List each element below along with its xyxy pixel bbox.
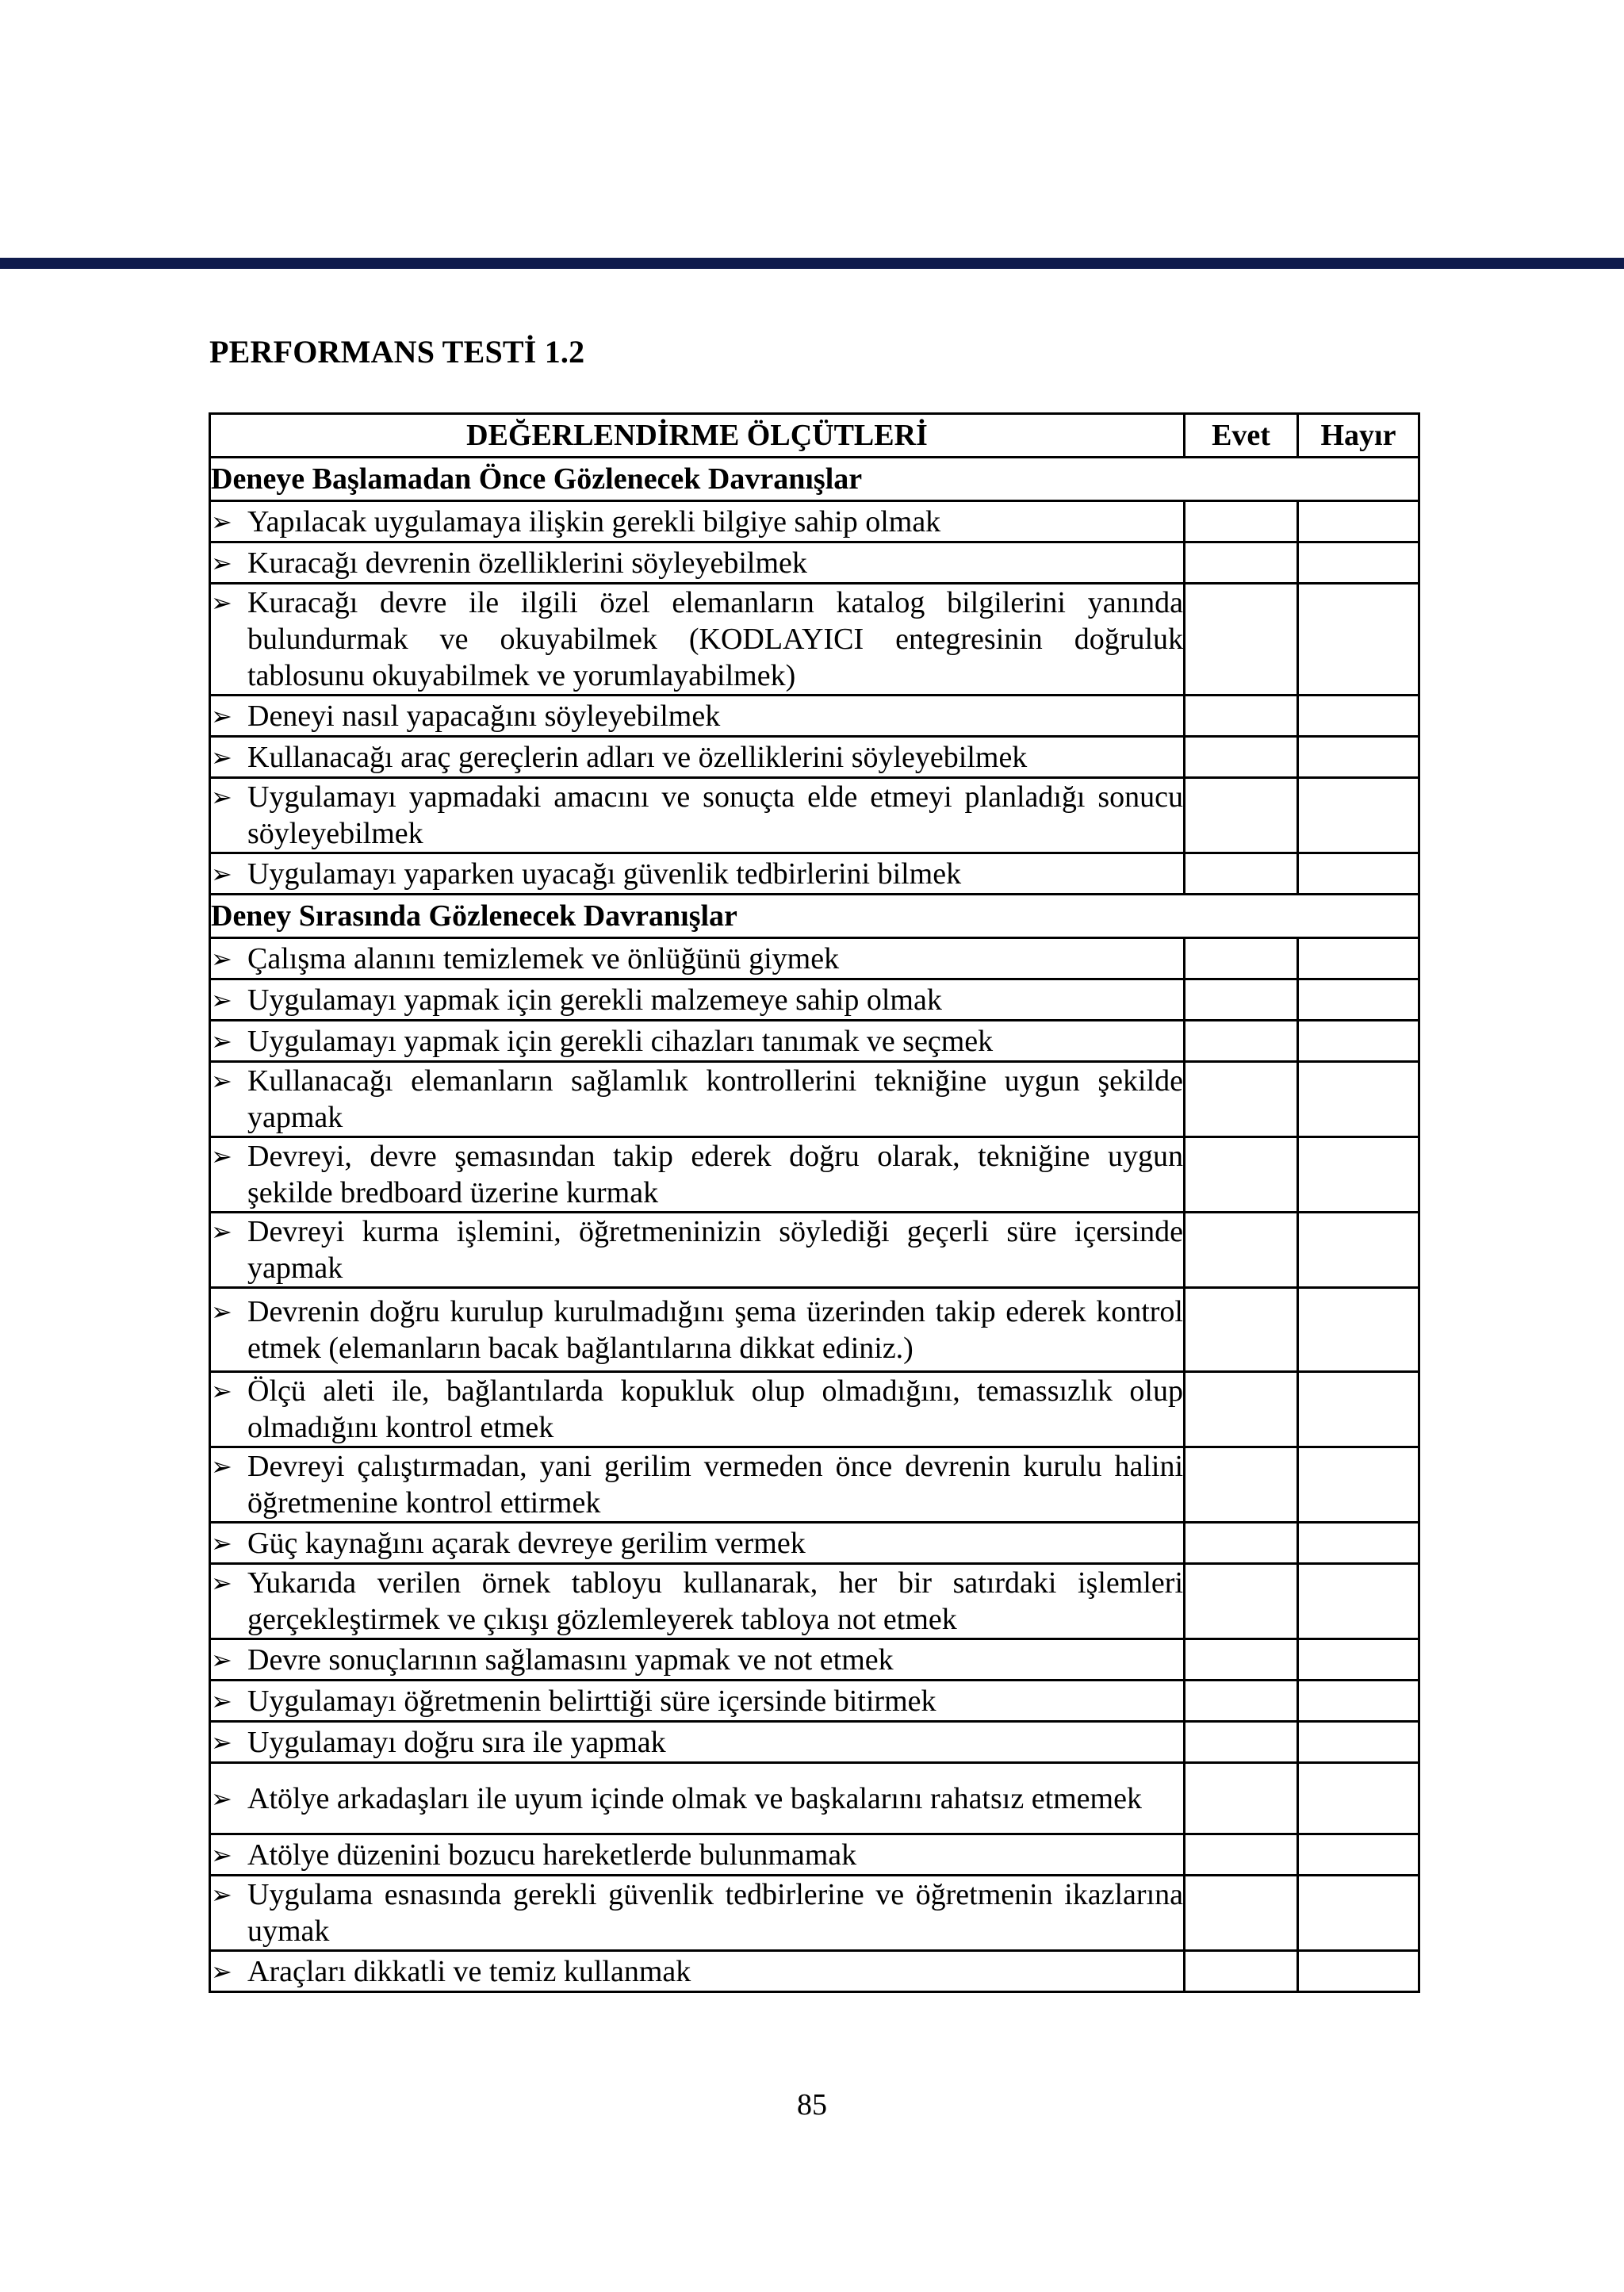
no-checkbox-cell[interactable] [1298,979,1419,1021]
section-row [210,895,1419,938]
yes-checkbox-cell[interactable] [1185,1372,1298,1447]
arrow-bullet-icon: ➢ [211,984,232,1015]
yes-checkbox-cell[interactable] [1185,979,1298,1021]
header-no: Hayır [1298,414,1419,458]
criteria-row [210,778,1419,853]
criteria-text: Kuracağı devrenin özelliklerini söyleyebilmek [247,546,807,580]
criteria-row [210,1834,1419,1876]
section-title: Deney Sırasında Gözlenecek Davranışlar [210,895,1419,938]
no-checkbox-cell[interactable] [1298,542,1419,584]
criteria-cell [210,778,1185,853]
arrow-bullet-icon: ➢ [211,1451,232,1481]
criteria-row [210,1447,1419,1523]
criteria-text: Uygulama esnasında gerekli güvenlik tedbirlerine ve öğretmenin ikazlarına uymak [247,1878,1183,1948]
criteria-cell [210,1062,1185,1137]
header-yes: Evet [1185,414,1298,458]
arrow-bullet-icon: ➢ [211,858,232,889]
yes-checkbox-cell[interactable] [1185,584,1298,696]
table-header-row [210,414,1419,458]
arrow-bullet-icon: ➢ [211,1644,232,1675]
criteria-row [210,979,1419,1021]
criteria-cell [210,1639,1185,1681]
yes-checkbox-cell[interactable] [1185,1951,1298,1992]
criteria-row [210,938,1419,979]
no-checkbox-cell[interactable] [1298,1564,1419,1639]
yes-checkbox-cell[interactable] [1185,1021,1298,1062]
arrow-bullet-icon: ➢ [211,1727,232,1757]
criteria-cell [210,1288,1185,1372]
no-checkbox-cell[interactable] [1298,737,1419,778]
criteria-cell [210,1722,1185,1763]
criteria-cell [210,938,1185,979]
criteria-text: Atölye düzenini bozucu hareketlerde bulunmamak [247,1838,857,1872]
criteria-cell [210,1523,1185,1564]
no-checkbox-cell[interactable] [1298,501,1419,542]
criteria-row [210,1213,1419,1288]
criteria-text: Uygulamayı yapmak için gerekli cihazları tanımak ve seçmek [247,1024,994,1058]
criteria-cell [210,979,1185,1021]
no-checkbox-cell[interactable] [1298,1834,1419,1876]
yes-checkbox-cell[interactable] [1185,938,1298,979]
criteria-cell [210,1447,1185,1523]
no-checkbox-cell[interactable] [1298,1288,1419,1372]
yes-checkbox-cell[interactable] [1185,853,1298,895]
yes-checkbox-cell[interactable] [1185,1523,1298,1564]
arrow-bullet-icon: ➢ [211,1783,232,1814]
arrow-bullet-icon: ➢ [211,1956,232,1987]
criteria-text: Uygulamayı yapmak için gerekli malzemeye sahip olmak [247,983,942,1017]
yes-checkbox-cell[interactable] [1185,501,1298,542]
no-checkbox-cell[interactable] [1298,1681,1419,1722]
evaluation-criteria-table [209,412,1420,1993]
criteria-text: Ölçü aleti ile, bağlantılarda kopukluk olup olmadığını, temassızlık olup olmadığını kontrol etmek [247,1374,1183,1444]
criteria-text: Kullanacağı araç gereçlerin adları ve özelliklerini söyleyebilmek [247,740,1028,774]
arrow-bullet-icon: ➢ [211,1880,232,1910]
criteria-text: Devreyi kurma işlemini, öğretmeninizin söylediği geçerli süre içersinde yapmak [247,1215,1183,1285]
yes-checkbox-cell[interactable] [1185,1447,1298,1523]
criteria-cell [210,1137,1185,1213]
yes-checkbox-cell[interactable] [1185,737,1298,778]
arrow-bullet-icon: ➢ [211,943,232,974]
table-body [210,458,1419,1992]
criteria-text: Yukarıda verilen örnek tabloyu kullanarak, her bir satırdaki işlemleri gerçekleştirmek ve çıkışı gözlemleyerek tabloya not etmek [247,1566,1183,1636]
no-checkbox-cell[interactable] [1298,1951,1419,1992]
no-checkbox-cell[interactable] [1298,778,1419,853]
no-checkbox-cell[interactable] [1298,1021,1419,1062]
no-checkbox-cell[interactable] [1298,1137,1419,1213]
criteria-text: Devreyi, devre şemasından takip ederek doğru olarak, tekniğine uygun şekilde bredboard üzerine kurmak [247,1140,1183,1209]
criteria-row [210,1639,1419,1681]
arrow-bullet-icon: ➢ [211,588,232,618]
top-accent-bar [0,258,1624,269]
yes-checkbox-cell[interactable] [1185,1062,1298,1137]
no-checkbox-cell[interactable] [1298,696,1419,737]
criteria-text: Kullanacağı elemanların sağlamlık kontrollerini tekniğine uygun şekilde yapmak [247,1064,1183,1134]
arrow-bullet-icon: ➢ [211,1025,232,1056]
criteria-row [210,737,1419,778]
criteria-row [210,542,1419,584]
criteria-cell [210,1763,1185,1834]
criteria-text: Deneyi nasıl yapacağını söyleyebilmek [247,699,721,733]
criteria-text: Atölye arkadaşları ile uyum içinde olmak ve başkalarını rahatsız etmemek [247,1781,1142,1815]
criteria-row [210,1137,1419,1213]
criteria-row [210,1062,1419,1137]
arrow-bullet-icon: ➢ [211,1685,232,1716]
arrow-bullet-icon: ➢ [211,506,232,537]
no-checkbox-cell[interactable] [1298,1722,1419,1763]
yes-checkbox-cell[interactable] [1185,1722,1298,1763]
arrow-bullet-icon: ➢ [211,742,232,772]
criteria-text: Devre sonuçlarının sağlamasını yapmak ve not etmek [247,1642,894,1677]
no-checkbox-cell[interactable] [1298,1372,1419,1447]
criteria-cell [210,501,1185,542]
criteria-row [210,1722,1419,1763]
criteria-row [210,1372,1419,1447]
criteria-cell [210,584,1185,696]
criteria-text: Kuracağı devre ile ilgili özel elemanların katalog bilgilerini yanında bulundurmak ve okuyabilmek (KODLAYICI entegresinin doğruluk tablosunu okuyabilmek ve yorumlayabilmek) [247,586,1183,692]
criteria-text: Çalışma alanını temizlemek ve önlüğünü giymek [247,941,840,975]
criteria-row [210,696,1419,737]
yes-checkbox-cell[interactable] [1185,696,1298,737]
no-checkbox-cell[interactable] [1298,1447,1419,1523]
criteria-text: Devreyi çalıştırmadan, yani gerilim vermeden önce devrenin kurulu halini öğretmenine kontrol ettirmek [247,1450,1183,1520]
yes-checkbox-cell[interactable] [1185,1834,1298,1876]
yes-checkbox-cell[interactable] [1185,1137,1298,1213]
criteria-text: Araçları dikkatli ve temiz kullanmak [247,1954,691,1988]
arrow-bullet-icon: ➢ [211,782,232,812]
arrow-bullet-icon: ➢ [211,1527,232,1558]
criteria-text: Güç kaynağını açarak devreye gerilim vermek [247,1526,806,1560]
yes-checkbox-cell[interactable] [1185,1639,1298,1681]
criteria-cell [210,542,1185,584]
section-row [210,458,1419,501]
yes-checkbox-cell[interactable] [1185,1681,1298,1722]
no-checkbox-cell[interactable] [1298,1062,1419,1137]
no-checkbox-cell[interactable] [1298,1213,1419,1288]
criteria-row [210,1951,1419,1992]
arrow-bullet-icon: ➢ [211,700,232,731]
criteria-cell [210,1834,1185,1876]
no-checkbox-cell[interactable] [1298,853,1419,895]
criteria-row [210,1876,1419,1951]
yes-checkbox-cell[interactable] [1185,778,1298,853]
criteria-cell [210,696,1185,737]
arrow-bullet-icon: ➢ [211,1066,232,1096]
criteria-text: Uygulamayı yaparken uyacağı güvenlik tedbirlerini bilmek [247,857,962,891]
criteria-text: Yapılacak uygulamaya ilişkin gerekli bilgiye sahip olmak [247,504,941,539]
arrow-bullet-icon: ➢ [211,1141,232,1171]
criteria-cell [210,1213,1185,1288]
criteria-cell [210,1564,1185,1639]
page-title: PERFORMANS TESTİ 1.2 [209,334,585,370]
no-checkbox-cell[interactable] [1298,584,1419,696]
criteria-row [210,1763,1419,1834]
section-title: Deneye Başlamadan Önce Gözlenecek Davranışlar [210,458,1419,501]
criteria-cell [210,1951,1185,1992]
yes-checkbox-cell[interactable] [1185,1564,1298,1639]
arrow-bullet-icon: ➢ [211,1839,232,1870]
criteria-text: Uygulamayı yapmadaki amacını ve sonuçta elde etmeyi planladığı sonucu söyleyebilmek [247,780,1183,850]
criteria-row [210,584,1419,696]
yes-checkbox-cell[interactable] [1185,1213,1298,1288]
criteria-text: Devrenin doğru kurulup kurulmadığını şema üzerinden takip ederek kontrol etmek (elemanların bacak bağlantılarına dikkat ediniz.) [247,1294,1183,1365]
criteria-text: Uygulamayı öğretmenin belirttiği süre içersinde bitirmek [247,1684,936,1718]
arrow-bullet-icon: ➢ [211,1376,232,1406]
no-checkbox-cell[interactable] [1298,1763,1419,1834]
header-criteria: DEĞERLENDİRME ÖLÇÜTLERİ [210,414,1185,458]
arrow-bullet-icon: ➢ [211,1296,232,1327]
criteria-cell [210,1372,1185,1447]
criteria-row [210,1288,1419,1372]
no-checkbox-cell[interactable] [1298,1523,1419,1564]
arrow-bullet-icon: ➢ [211,547,232,578]
no-checkbox-cell[interactable] [1298,938,1419,979]
yes-checkbox-cell[interactable] [1185,542,1298,584]
arrow-bullet-icon: ➢ [211,1217,232,1247]
criteria-row [210,853,1419,895]
criteria-row [210,1564,1419,1639]
criteria-row [210,501,1419,542]
criteria-row [210,1681,1419,1722]
criteria-row [210,1523,1419,1564]
no-checkbox-cell[interactable] [1298,1639,1419,1681]
yes-checkbox-cell[interactable] [1185,1763,1298,1834]
yes-checkbox-cell[interactable] [1185,1876,1298,1951]
criteria-cell [210,1021,1185,1062]
arrow-bullet-icon: ➢ [211,1568,232,1598]
criteria-row [210,1021,1419,1062]
criteria-cell [210,737,1185,778]
criteria-text: Uygulamayı doğru sıra ile yapmak [247,1725,666,1759]
criteria-cell [210,853,1185,895]
yes-checkbox-cell[interactable] [1185,1288,1298,1372]
criteria-cell [210,1876,1185,1951]
no-checkbox-cell[interactable] [1298,1876,1419,1951]
page-number: 85 [797,2088,827,2121]
criteria-cell [210,1681,1185,1722]
